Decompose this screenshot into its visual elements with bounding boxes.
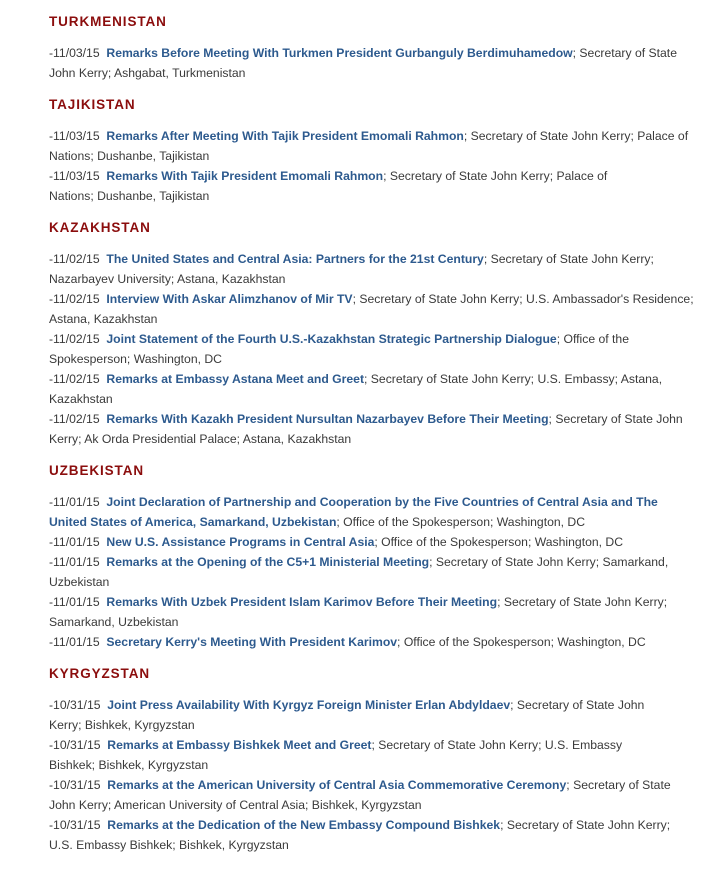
entry-date: -11/03/15 (49, 169, 100, 183)
list-item (49, 815, 694, 855)
entry-date: -11/01/15 (49, 595, 100, 609)
section-heading: KAZAKHSTAN (49, 220, 151, 235)
country-remarks-list (49, 12, 694, 867)
entry-link[interactable]: Joint Statement of the Fourth U.S.-Kazakhstan Strategic Partnership Dialogue (106, 332, 557, 346)
section-uzbekistan (49, 461, 694, 652)
entry-link[interactable]: Joint Press Availability With Kyrgyz Foreign Minister Erlan Abdyldaev (107, 698, 511, 712)
entry-details: ; Secretary of State John Kerry; Nazarbayev University; Astana, Kazakhstan (49, 252, 654, 286)
list-item (49, 492, 694, 532)
entry-date: -11/02/15 (49, 372, 100, 386)
entry-details: ; Secretary of State John Kerry; Ashgabat, Turkmenistan (49, 46, 677, 80)
entry-date: -11/01/15 (49, 555, 100, 569)
entry-details: ; Secretary of State John Kerry; Samarkand, Uzbekistan (49, 555, 669, 589)
entry-list (49, 126, 694, 206)
entry-details: ; Secretary of State John Kerry; U.S. Embassy Bishkek; Bishkek, Kyrgyzstan (49, 738, 623, 772)
entry-details: ; Office of the Spokesperson; Washington, DC (336, 515, 586, 529)
list-item (49, 695, 694, 735)
entry-date: -11/02/15 (49, 332, 100, 346)
section-heading: TURKMENISTAN (49, 14, 167, 29)
entry-date: -10/31/15 (49, 738, 101, 752)
entry-date: -10/31/15 (49, 698, 101, 712)
list-item (49, 43, 694, 83)
list-item (49, 775, 694, 815)
entry-link[interactable]: New U.S. Assistance Programs in Central Asia (106, 535, 375, 549)
section-heading: UZBEKISTAN (49, 463, 144, 478)
entry-date: -11/01/15 (49, 535, 100, 549)
entry-date: -10/31/15 (49, 778, 101, 792)
entry-list (49, 492, 694, 652)
list-item (49, 369, 694, 409)
entry-date: -11/01/15 (49, 495, 100, 509)
section-tajikistan (49, 95, 694, 206)
entry-details: ; Secretary of State John Kerry; Samarkand, Uzbekistan (49, 595, 668, 629)
entry-link[interactable]: Remarks With Tajik President Emomali Rahmon (106, 169, 384, 183)
list-item (49, 249, 694, 289)
list-item (49, 329, 694, 369)
list-item (49, 632, 694, 652)
entry-date: -11/01/15 (49, 635, 100, 649)
entry-date: -11/02/15 (49, 292, 100, 306)
entry-list (49, 695, 694, 855)
list-item (49, 735, 694, 775)
entry-link[interactable]: Remarks at Embassy Astana Meet and Greet (106, 372, 365, 386)
entry-link[interactable]: The United States and Central Asia: Partners for the 21st Century (106, 252, 484, 266)
entry-list (49, 249, 694, 449)
entry-details: ; Office of the Spokesperson; Washington, DC (49, 332, 629, 366)
entry-details: ; Secretary of State John Kerry; Palace of Nations; Dushanbe, Tajikistan (49, 169, 608, 203)
list-item (49, 166, 694, 206)
entry-link[interactable]: Secretary Kerry's Meeting With President Karimov (106, 635, 398, 649)
entry-link[interactable]: Remarks at Embassy Bishkek Meet and Greet (107, 738, 372, 752)
entry-date: -11/03/15 (49, 46, 100, 60)
section-kyrgyzstan (49, 664, 694, 855)
entry-details: ; Secretary of State John Kerry; U.S. Embassy; Astana, Kazakhstan (49, 372, 663, 406)
entry-link[interactable]: Remarks Before Meeting With Turkmen President Gurbanguly Berdimuhamedow (106, 46, 573, 60)
entry-date: -10/31/15 (49, 818, 101, 832)
entry-details: ; Office of the Spokesperson; Washington, DC (374, 535, 624, 549)
list-item (49, 552, 694, 592)
entry-link[interactable]: Remarks at the Opening of the C5+1 Ministerial Meeting (106, 555, 430, 569)
entry-link[interactable]: Remarks at the Dedication of the New Embassy Compound Bishkek (107, 818, 501, 832)
entry-details: ; Secretary of State John Kerry; U.S. Ambassador's Residence; Astana, Kazakhstan (49, 292, 694, 326)
entry-details: ; Secretary of State John Kerry; Bishkek, Kyrgyzstan (49, 698, 645, 732)
entry-link[interactable]: Remarks After Meeting With Tajik President Emomali Rahmon (106, 129, 464, 143)
entry-link[interactable]: Remarks With Uzbek President Islam Karimov Before Their Meeting (106, 595, 498, 609)
entry-link[interactable]: Joint Declaration of Partnership and Cooperation by the Five Countries of Central Asia and The United States of America, Samarkand, Uzbekistan (49, 495, 658, 529)
entry-details: ; Office of the Spokesperson; Washington, DC (397, 635, 646, 649)
entry-link[interactable]: Remarks With Kazakh President Nursultan Nazarbayev Before Their Meeting (106, 412, 549, 426)
list-item (49, 592, 694, 632)
entry-details: ; Secretary of State John Kerry; American University of Central Asia; Bishkek, Kyrgyzstan (49, 778, 671, 812)
entry-date: -11/02/15 (49, 412, 100, 426)
section-heading: TAJIKISTAN (49, 97, 136, 112)
section-kazakhstan (49, 218, 694, 449)
list-item (49, 409, 694, 449)
entry-date: -11/03/15 (49, 129, 100, 143)
list-item (49, 126, 694, 166)
section-turkmenistan (49, 12, 694, 83)
list-item (49, 532, 694, 552)
section-heading: KYRGYZSTAN (49, 666, 151, 681)
entry-list (49, 43, 694, 83)
list-item (49, 289, 694, 329)
entry-link[interactable]: Remarks at the American University of Central Asia Commemorative Ceremony (107, 778, 567, 792)
entry-link[interactable]: Interview With Askar Alimzhanov of Mir TV (106, 292, 353, 306)
entry-details: ; Secretary of State John Kerry; Palace of Nations; Dushanbe, Tajikistan (49, 129, 689, 163)
entry-details: ; Secretary of State John Kerry; U.S. Embassy Bishkek; Bishkek, Kyrgyzstan (49, 818, 671, 852)
entry-date: -11/02/15 (49, 252, 100, 266)
entry-details: ; Secretary of State John Kerry; Ak Orda Presidential Palace; Astana, Kazakhstan (49, 412, 683, 446)
